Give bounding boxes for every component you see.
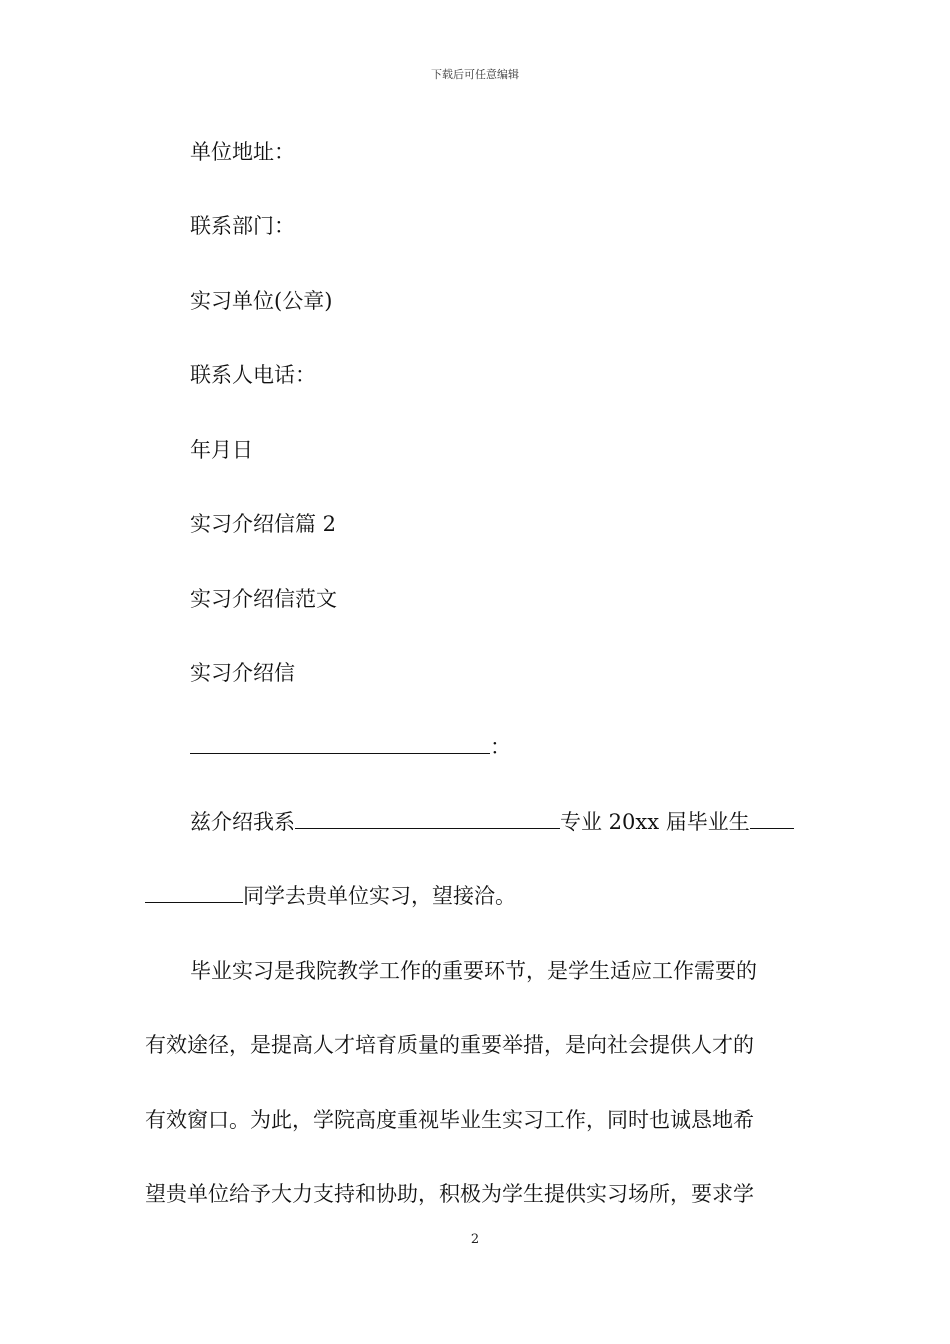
body-line: 毕业实习是我院教学工作的重要环节，是学生适应工作需要的 — [190, 959, 757, 983]
page-number: 2 — [470, 1232, 480, 1247]
intro-major: 专业 20xx 届毕业生 — [560, 810, 750, 834]
section-title: 实习介绍信篇 2 — [190, 512, 337, 536]
header-note: 下载后可任意编辑 — [431, 68, 519, 81]
salutation-colon: ： — [490, 735, 511, 759]
body-line: 望贵单位给予大力支持和协助，积极为学生提供实习场所，要求学 — [145, 1182, 754, 1206]
body-line: 有效窗口。为此，学院高度重视毕业生实习工作，同时也诚恳地希 — [145, 1108, 754, 1132]
unit-address-label: 单位地址： — [190, 140, 295, 164]
intro-continuation — [145, 882, 516, 910]
major-blank[interactable] — [295, 808, 560, 829]
intro-prefix: 兹介绍我系 — [190, 810, 295, 834]
body-line: 有效途径，是提高人才培育质量的重要举措，是向社会提供人才的 — [145, 1033, 754, 1057]
date-label: 年月日 — [190, 438, 253, 462]
student-name-blank-start[interactable] — [750, 808, 794, 829]
student-name-blank-end[interactable] — [145, 882, 243, 903]
salutation-line — [190, 733, 511, 761]
letter-title: 实习介绍信 — [190, 661, 295, 685]
intro-suffix: 同学去贵单位实习，望接洽。 — [243, 884, 516, 908]
contact-dept-label: 联系部门： — [190, 214, 295, 238]
recipient-blank[interactable] — [190, 733, 490, 754]
intern-unit-seal-label: 实习单位(公章) — [190, 289, 333, 313]
section-subtitle: 实习介绍信范文 — [190, 587, 337, 611]
intro-line — [190, 808, 794, 836]
contact-phone-label: 联系人电话： — [190, 363, 316, 387]
